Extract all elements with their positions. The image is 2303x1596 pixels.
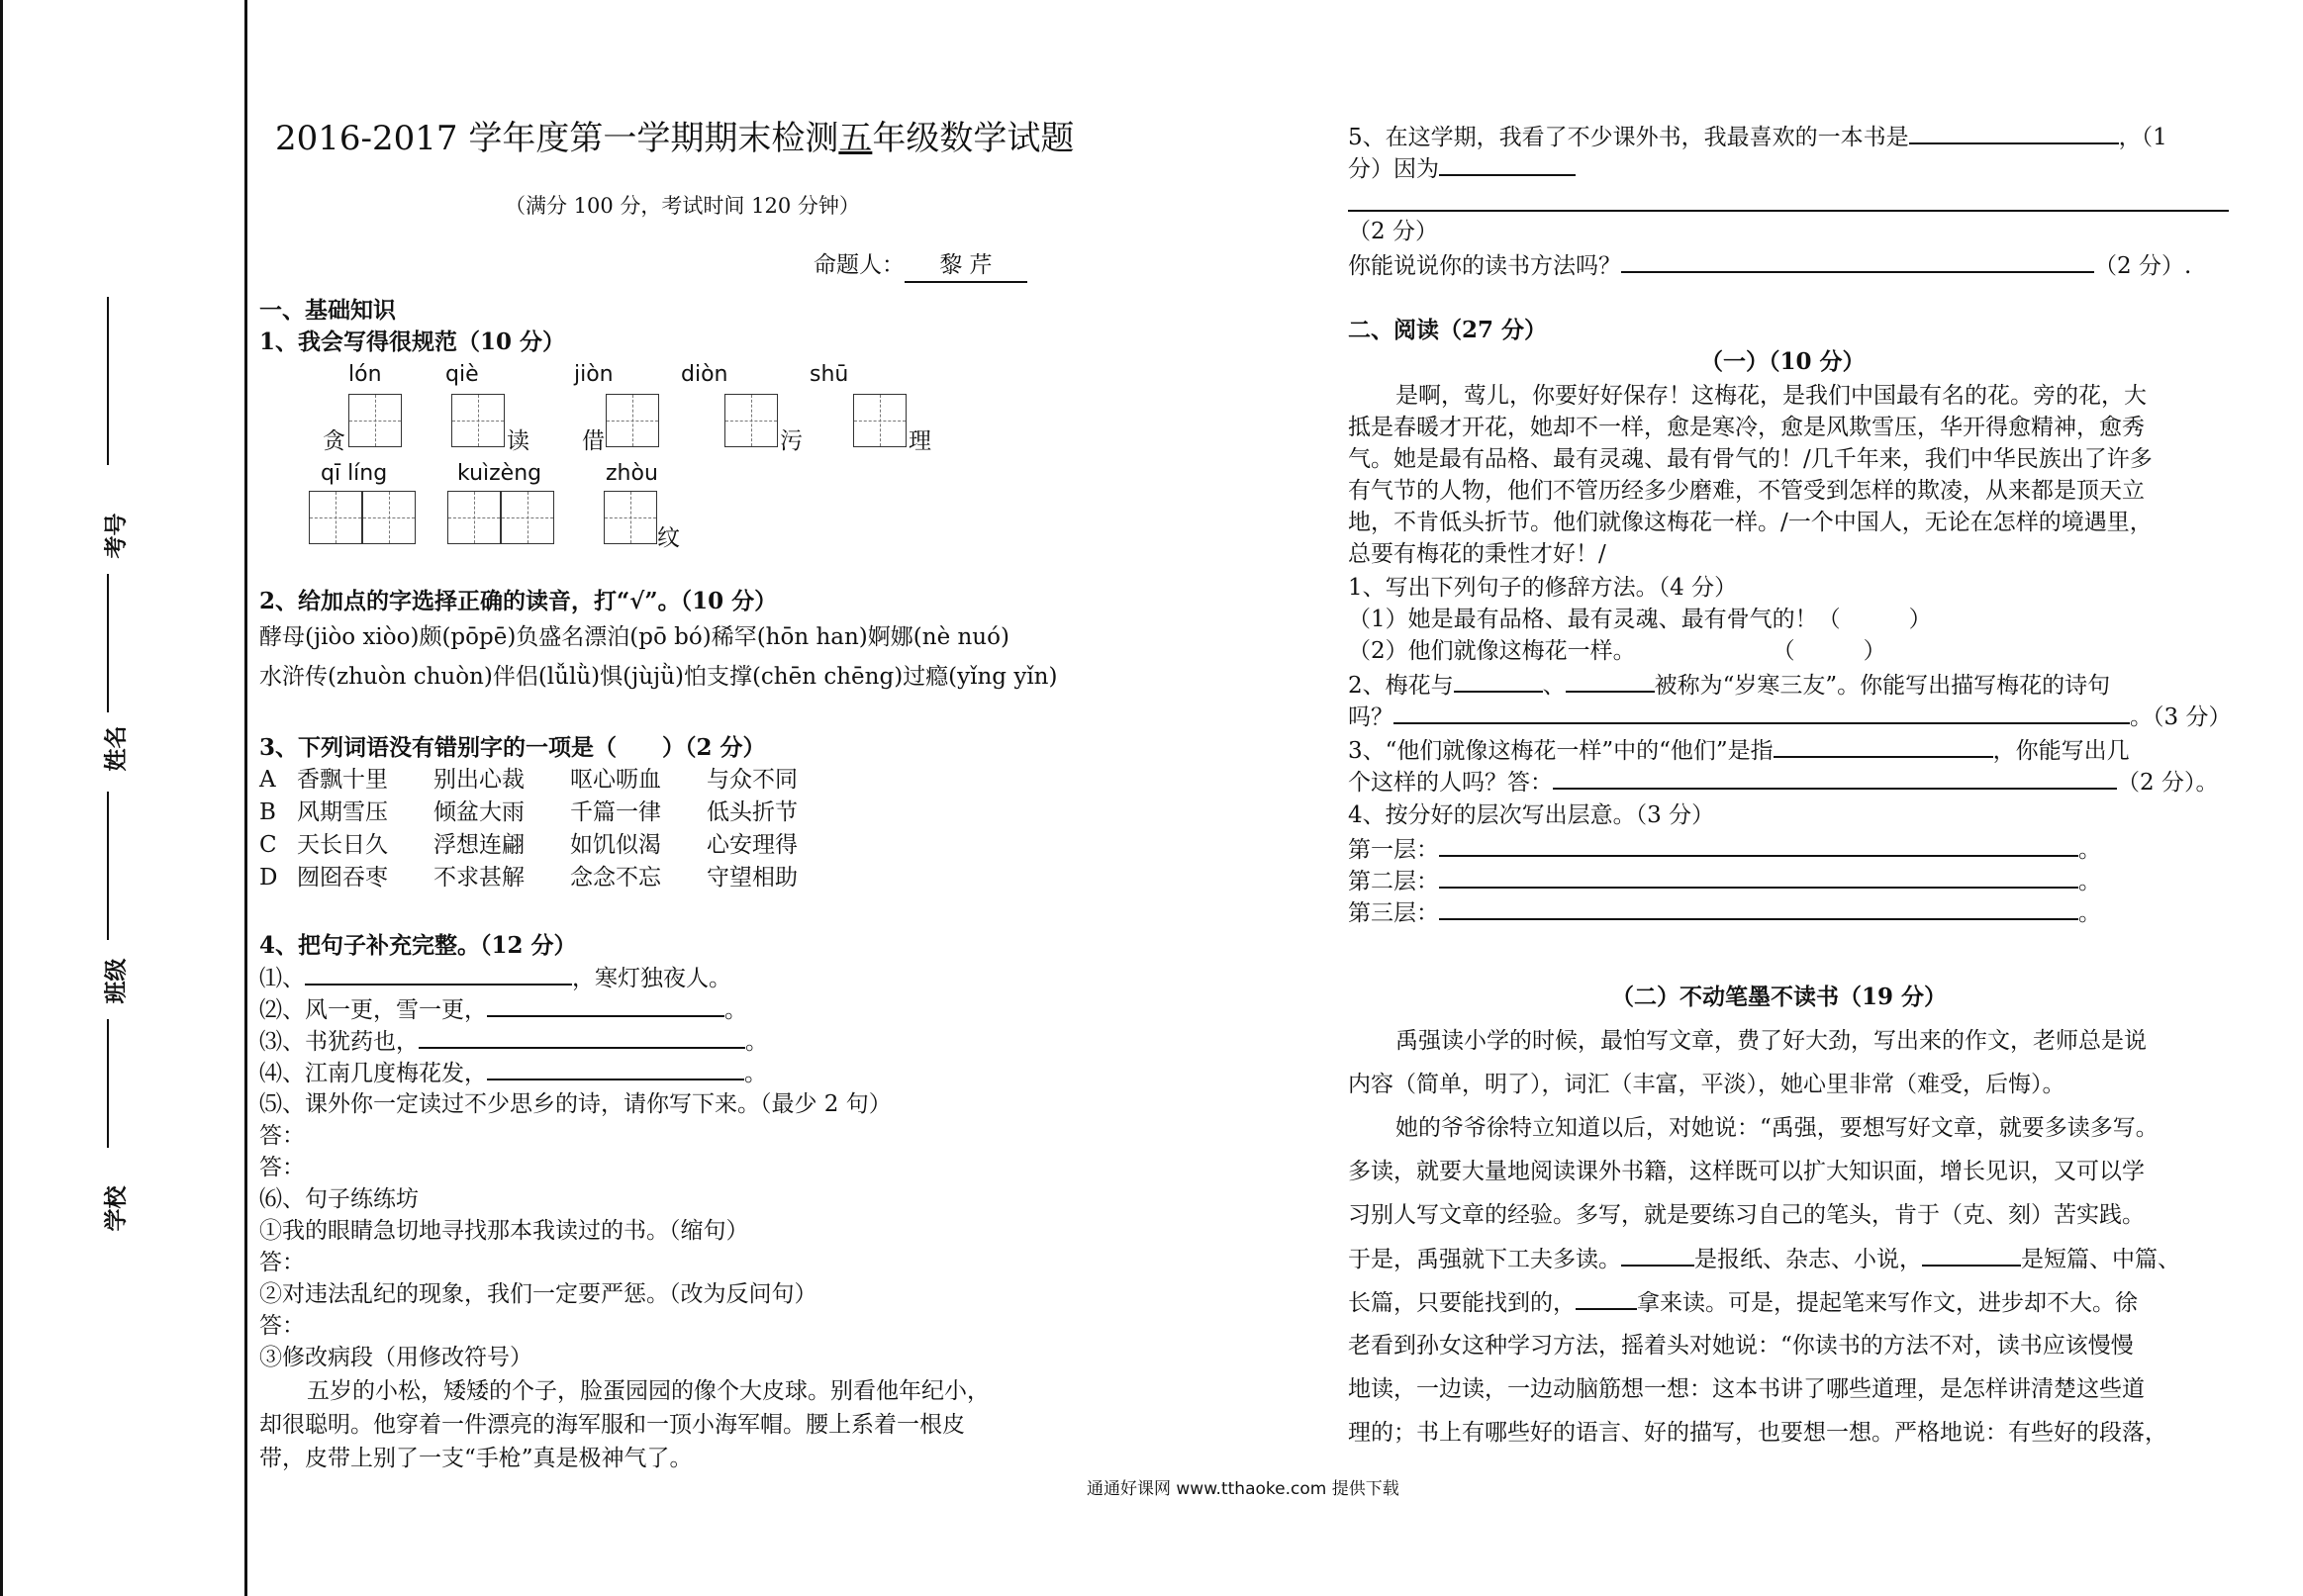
answer-blank[interactable] [1621, 249, 2094, 273]
r1-question-3: 3、“他们就像这梅花一样”中的“他们”是指 ，你能写出几 [1348, 734, 2130, 767]
section-2-heading: 二、阅读（27 分） [1348, 317, 1548, 343]
answer-blank[interactable] [1439, 896, 2078, 920]
q3-option-a[interactable]: A 香飘十里 别出心裁 呕心呖血 与众不同 [259, 767, 798, 793]
question-2: 2、给加点的字选择正确的读音，打“√”。（10 分） [259, 588, 778, 614]
reading-1-line: 气。她是最有品格、最有灵魂、最有骨气的！/几千年来，我们中华民族出了许多 [1348, 446, 2153, 472]
answer-blank[interactable] [305, 962, 572, 986]
binding-line-2 [107, 574, 109, 712]
answer-blank[interactable] [419, 1025, 745, 1049]
writing-grid[interactable] [451, 394, 505, 447]
writing-grid[interactable] [724, 394, 778, 447]
answer-line[interactable] [1348, 210, 2229, 212]
pinyin-2: qiè [445, 362, 479, 387]
char-2: 读 [507, 428, 529, 454]
answer-blank[interactable] [1922, 1243, 2021, 1267]
writing-grid[interactable] [604, 491, 657, 544]
answer-blank[interactable] [1439, 865, 2078, 889]
q3-option-d[interactable]: D 囫囵吞枣 不求甚解 念念不忘 守望相助 [259, 865, 798, 891]
footer-credit: 通通好课网 www.tthaoke.com 提供下载 [1087, 1479, 1399, 1499]
q4-item-2: ⑵、风一更，雪一更， 。 [259, 993, 747, 1026]
binding-label-name: 姓名 [102, 725, 130, 772]
binding-line-4 [107, 1019, 109, 1148]
r1-q1-2[interactable]: （2）他们就像这梅花一样。 （ ） [1348, 638, 1886, 664]
pinyin-5: shū [810, 362, 849, 387]
answer-label[interactable]: 答： [259, 1250, 305, 1275]
writing-grid[interactable] [362, 491, 416, 544]
writing-grid[interactable] [501, 491, 554, 544]
r1-question-2b: 吗？ 。（3 分） [1348, 701, 2231, 733]
binding-label-class: 班级 [102, 958, 130, 1004]
q4-6-3: ③修改病段（用修改符号） [259, 1345, 532, 1370]
char-4: 污 [780, 428, 803, 454]
q4-item-4: ⑷、江南几度梅花发， 。 [259, 1057, 767, 1089]
pinyin-3: jiòn [574, 362, 614, 387]
pinyin-8: zhòu [606, 461, 658, 486]
layer-line: 第一层： 。 [1348, 833, 2101, 866]
answer-label[interactable]: 答： [259, 1155, 305, 1180]
answer-blank[interactable] [487, 993, 724, 1017]
reading-2-line: 习别人写文章的经验。多写，就是要练习自己的笔头，肯于（克、刻）苦实践。 [1348, 1202, 2145, 1228]
author-label: 命题人： [814, 252, 905, 278]
q2-line-2: 水浒传(zhuòn chuòn)伴侣(lǚlǜ)惧(jùjǜ)怕支撑(chēn chēng)过瘾(yǐng yǐn) [259, 664, 1058, 690]
question-1: 1、我会写得很规范（10 分） [259, 329, 566, 355]
question-4: 4、把句子补充完整。（12 分） [259, 932, 577, 959]
answer-blank[interactable] [1393, 701, 2130, 724]
title-grade: 五 [838, 119, 873, 158]
reading-2-line: 老看到孙女这种学习方法，摇着头对她说：“你读书的方法不对，读书应该慢慢 [1348, 1333, 2134, 1359]
author-name: 黎 芹 [905, 249, 1027, 283]
q4-item-3: ⑶、书犹药也， 。 [259, 1025, 768, 1058]
q3-option-c[interactable]: C 天长日久 浮想连翩 如饥似渴 心安理得 [259, 832, 798, 858]
r1-question-1: 1、写出下列句子的修辞方法。（4 分） [1348, 575, 1738, 601]
pinyin-7: kuìzèng [457, 461, 542, 486]
q2-line-1: 酵母(jiòo xiòo)颇(pōpē)负盛名漂泊(pō bó)稀罕(hōn han)婀娜(nè nuó) [259, 624, 1009, 650]
reading-2-line: 她的爷爷徐特立知道以后，对她说：“禹强，要想写好文章，就要多读多写。 [1395, 1115, 2159, 1141]
margin-line-inner [244, 0, 247, 1596]
passage-line: 五岁的小松，矮矮的个子，脸蛋园园的像个大皮球。别看他年纪小， [307, 1378, 990, 1404]
section-1-heading: 一、基础知识 [259, 297, 396, 324]
answer-blank[interactable] [1553, 766, 2117, 790]
r1-question-2: 2、梅花与 、 被称为“岁寒三友”。你能写出描写梅花的诗句 [1348, 669, 2110, 702]
q5-line-1: 5、在这学期，我看了不少课外书，我最喜欢的一本书是 ，（1 [1348, 121, 2167, 153]
reading-2-line: 多读，就要大量地阅读课外书籍，这样既可以扩大知识面，增长见识，又可以学 [1348, 1159, 2145, 1184]
writing-grid[interactable] [348, 394, 402, 447]
binding-line-1 [107, 297, 109, 465]
layer-line: 第三层： 。 [1348, 896, 2101, 929]
title-pre: 2016-2017 学年度第一学期期末检测 [275, 119, 839, 158]
title-post: 年级数学试题 [872, 119, 1075, 158]
char-5: 理 [909, 428, 931, 454]
margin-line-outer [0, 0, 3, 1596]
binding-label-exam-no: 考号 [102, 513, 130, 559]
answer-blank[interactable] [487, 1057, 744, 1080]
reading-2-line: 内容（简单，明了），词汇（丰富，平淡），她心里非常（难受，后悔）。 [1348, 1072, 2065, 1097]
char-1: 贪 [323, 428, 345, 454]
answer-blank[interactable] [1621, 1243, 1694, 1267]
reading-1-line: 地，不肯低头折节。他们就像这梅花一样。/一个中国人，无论在怎样的境遇里， [1348, 510, 2153, 535]
reading-2-line: 理的；书上有哪些好的语言、好的描写，也要想一想。严格地说：有些好的段落， [1348, 1420, 2167, 1446]
reading-1-line: 有气节的人物，他们不管历经多少磨难，不管受到怎样的欺凌，从来都是顶天立 [1348, 478, 2145, 504]
pinyin-6: qī líng [321, 461, 388, 486]
pinyin-4: diòn [681, 362, 728, 387]
answer-blank[interactable] [1439, 833, 2078, 857]
page-title [275, 117, 1074, 160]
question-3: 3、下列词语没有错别字的一项是（ ）（2 分） [259, 734, 766, 761]
passage-line: 带，皮带上别了一支“手枪”真是极神气了。 [259, 1446, 693, 1471]
binding-line-3 [107, 792, 109, 940]
reading-1-line: 是啊，莺儿，你要好好保存！这梅花，是我们中国最有名的花。旁的花，大 [1395, 383, 2147, 409]
answer-blank[interactable] [1566, 669, 1655, 693]
answer-label[interactable]: 答： [259, 1123, 305, 1149]
reading-2-line: 于是，禹强就下工夫多读。 是报纸、杂志、小说， 是短篇、中篇、 [1348, 1243, 2180, 1275]
answer-blank[interactable] [1774, 734, 1993, 758]
r1-question-3b: 个这样的人吗？答： （2 分）。 [1348, 766, 2218, 798]
q4-item-6: ⑹、句子练练坊 [259, 1186, 419, 1212]
q4-item-5: ⑸、课外你一定读过不少思乡的诗，请你写下来。（最少 2 句） [259, 1091, 892, 1117]
reading-1-line: 总要有梅花的秉性才好！/ [1348, 541, 1606, 567]
subtitle: （满分 100 分，考试时间 120 分钟） [505, 194, 860, 218]
r1-q1-1[interactable]: （1）她是最有品格、最有灵魂、最有骨气的！（ ） [1348, 607, 1932, 632]
pinyin-1: lón [348, 362, 382, 387]
answer-label[interactable]: 答： [259, 1313, 305, 1339]
writing-grid[interactable] [853, 394, 907, 447]
reading-2-line: 长篇，只要能找到的， 拿来读。可是，提起笔来写作文，进步却不大。徐 [1348, 1286, 2138, 1319]
q5-score: （2 分） [1348, 219, 1438, 244]
reading-2-line: 地读，一边读，一边动脑筋想一想：这本书讲了哪些道理，是怎样讲清楚这些道 [1348, 1376, 2145, 1402]
q4-6-1: ①我的眼睛急切地寻找那本我读过的书。（缩句） [259, 1218, 749, 1244]
char-6: 纹 [657, 525, 680, 551]
q5-line-2: 分）因为 [1348, 152, 1576, 185]
binding-label-school: 学校 [102, 1185, 130, 1232]
writing-grid[interactable] [606, 394, 659, 447]
reading-2-title: （二）不动笔墨不读书（19 分） [1611, 984, 1948, 1010]
answer-blank[interactable] [1909, 121, 2119, 144]
q5-line-3: 你能说说你的读书方法吗？ （2 分）. [1348, 249, 2191, 282]
q4-6-2: ②对违法乱纪的现象，我们一定要严惩。（改为反问句） [259, 1281, 817, 1307]
reading-1-title: （一）（10 分） [1700, 348, 1866, 375]
char-3: 借 [582, 428, 605, 454]
passage-line: 却很聪明。他穿着一件漂亮的海军服和一顶小海军帽。腰上系着一根皮 [259, 1412, 965, 1438]
writing-grid[interactable] [309, 491, 362, 544]
reading-1-line: 抵是春暖才开花，她却不一样，愈是寒冷，愈是风欺雪压，华开得愈精神，愈秀 [1348, 415, 2145, 440]
r1-question-4: 4、按分好的层次写出层意。（3 分） [1348, 802, 1715, 828]
author-line [814, 249, 1027, 283]
writing-grid[interactable] [447, 491, 501, 544]
q4-item-1: ⑴、 ，寒灯独夜人。 [259, 962, 731, 994]
q3-option-b[interactable]: B 风期雪压 倾盆大雨 千篇一律 低头折节 [259, 799, 798, 825]
reading-2-line: 禹强读小学的时候，最怕写文章，费了好大劲，写出来的作文，老师总是说 [1395, 1028, 2147, 1054]
answer-blank[interactable] [1576, 1286, 1637, 1310]
answer-blank[interactable] [1454, 669, 1543, 693]
layer-line: 第二层： 。 [1348, 865, 2101, 897]
answer-blank[interactable] [1439, 152, 1576, 176]
